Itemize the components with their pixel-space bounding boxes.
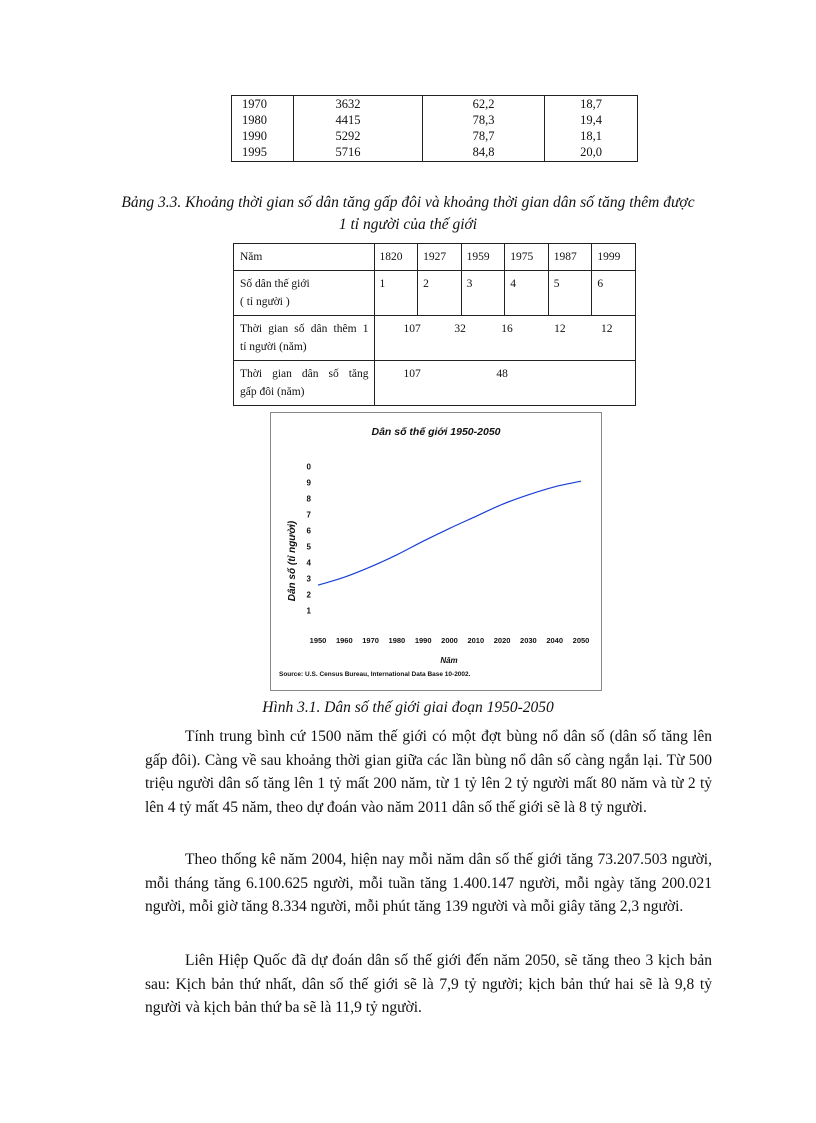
series-line <box>318 481 581 585</box>
table-cell: 62,2 <box>423 96 545 113</box>
table-row <box>234 361 636 406</box>
x-tick-label: 1970 <box>362 636 379 645</box>
table-cell: 5716 <box>294 145 423 162</box>
table-cell: 1995 <box>232 145 294 162</box>
y-tick-label: 4 <box>306 558 311 568</box>
x-tick-label: 2000 <box>441 636 458 645</box>
population-label <box>234 271 375 316</box>
population-chart <box>271 413 601 690</box>
table-caption-3-3: Bảng 3.3. Khoảng thời gian số dân tăng gấp đôi và khoảng thời gian dân số tăng thêm được 1 tỉ người của thế giới <box>121 194 695 233</box>
table-cell: 3632 <box>294 96 423 113</box>
population-cell: 4 <box>505 271 549 316</box>
table-row <box>232 128 638 144</box>
y-tick-label: 1 <box>306 606 311 616</box>
doubling-label-line2: gấp đôi (năm) <box>240 386 305 398</box>
add-value: 12 <box>554 323 566 335</box>
x-tick-label: 2010 <box>467 636 485 645</box>
paragraph: Theo thống kê năm 2004, hiện nay mỗi năm dân số thế giới tăng 73.207.503 người, mỗi tháng tăng 6.100.625 người, mỗi tuần tăng 1.400.147 người, mỗi ngày tăng 200.021 người, mỗi giờ tăng 8.334 người, mỗi phút tăng 139 người và mỗi giây tăng 2,3 người. <box>145 851 712 915</box>
x-tick-label: 2050 <box>572 636 590 645</box>
x-axis-label: Năm <box>440 656 458 665</box>
population-cell: 3 <box>461 271 505 316</box>
add-billion-values <box>374 316 635 361</box>
table-cell: 84,8 <box>423 145 545 162</box>
population-table-continued <box>231 95 638 162</box>
chart-title: Dân số thế giới 1950-2050 <box>371 426 501 438</box>
x-tick-label: 1950 <box>309 636 327 645</box>
header-label: Năm <box>234 244 375 271</box>
year-cell: 1820 <box>374 244 418 271</box>
add-value: 107 <box>403 323 421 335</box>
population-label-line1: Số dân thế giới <box>240 278 310 290</box>
x-tick-label: 2040 <box>546 636 564 645</box>
table-cell: 18,7 <box>545 96 638 113</box>
year-cell: 1999 <box>592 244 636 271</box>
table-row <box>232 96 638 113</box>
table-row <box>232 112 638 128</box>
y-tick-label: 5 <box>306 542 311 552</box>
figure-caption-3-1: Hình 3.1. Dân số thế giới giai đoạn 1950-2050 <box>262 699 554 716</box>
population-cell: 1 <box>374 271 418 316</box>
population-doubling-table <box>233 243 636 406</box>
chart-source: Source: U.S. Census Bureau, International Data Base 10-2002. <box>279 671 471 678</box>
table-cell: 4415 <box>294 112 423 128</box>
y-tick-label: 7 <box>306 510 311 520</box>
x-tick-label: 1960 <box>335 636 353 645</box>
y-tick-label: 9 <box>306 478 311 488</box>
table-cell: 5292 <box>294 128 423 144</box>
y-tick-label: 3 <box>306 574 311 584</box>
table-cell: 1990 <box>232 128 294 144</box>
y-tick-label: 6 <box>306 526 311 536</box>
year-cell: 1975 <box>505 244 549 271</box>
table-cell: 1980 <box>232 112 294 128</box>
population-cell: 6 <box>592 271 636 316</box>
doubling-value: 48 <box>496 368 508 380</box>
y-axis-label: Dân số (tỉ người) <box>287 520 298 602</box>
table-cell: 1970 <box>232 96 294 113</box>
population-chart-figure <box>270 412 602 691</box>
table-row <box>234 316 636 361</box>
doubling-value: 107 <box>403 368 421 380</box>
add-value: 16 <box>501 323 513 335</box>
table-row <box>232 145 638 162</box>
population-label-line2: ( tỉ người ) <box>240 296 290 308</box>
add-billion-label-line1: Thời gian số dân thêm 1 <box>240 323 369 335</box>
paragraph: Liên Hiệp Quốc đã dự đoán dân số thế giới đến năm 2050, sẽ tăng theo 3 kịch bản sau: Kịch bản thứ nhất, dân số thế giới sẽ là 7,9 tỷ người; kịch bản thứ hai sẽ là 9,8 tỷ người và kịch bản thứ ba sẽ là 11,9 tỷ người. <box>145 952 712 1016</box>
paragraph: Tính trung bình cứ 1500 năm thế giới có một đợt bùng nổ dân số (dân số tăng lên gấp đôi). Càng về sau khoảng thời gian giữa các lần bùng nổ dân số càng ngắn lại. Từ 500 triệu người dân số tăng lên 1 tỷ mất 200 năm, từ 1 tỷ lên 2 tỷ người mất 80 năm và từ 2 tỷ lên 4 tỷ mất 45 năm, theo dự đoán vào năm 2011 dân số thế giới sẽ là 8 tỷ người. <box>145 728 712 816</box>
table-row <box>234 271 636 316</box>
doubling-label-line1: Thời gian dân số tăng <box>240 368 369 380</box>
population-cell: 5 <box>548 271 592 316</box>
year-cell: 1959 <box>461 244 505 271</box>
y-tick-label: 8 <box>306 494 311 504</box>
table-cell: 19,4 <box>545 112 638 128</box>
add-value: 12 <box>601 323 613 335</box>
year-cell: 1927 <box>418 244 462 271</box>
y-tick-label: 0 <box>306 462 311 472</box>
table-cell: 78,7 <box>423 128 545 144</box>
doubling-label <box>234 361 375 406</box>
population-cell: 2 <box>418 271 462 316</box>
x-tick-label: 1990 <box>414 636 432 645</box>
add-billion-label <box>234 316 375 361</box>
doubling-values <box>374 361 635 406</box>
add-value: 32 <box>454 323 466 335</box>
table-cell: 18,1 <box>545 128 638 144</box>
x-tick-label: 2020 <box>493 636 511 645</box>
year-cell: 1987 <box>548 244 592 271</box>
y-tick-label: 2 <box>306 590 311 600</box>
table-cell: 78,3 <box>423 112 545 128</box>
x-tick-label: 2030 <box>520 636 537 645</box>
table-row <box>234 244 636 271</box>
x-tick-label: 1980 <box>388 636 406 645</box>
add-billion-label-line2: tỉ người (năm) <box>240 341 307 353</box>
table-cell: 20,0 <box>545 145 638 162</box>
